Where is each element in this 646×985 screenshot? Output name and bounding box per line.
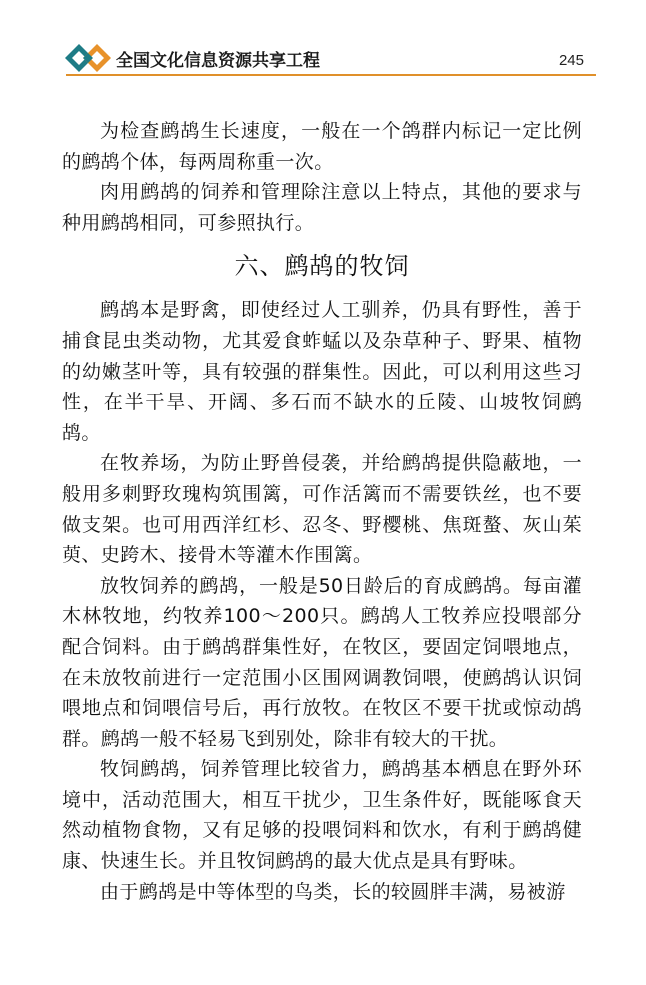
paragraph: 为检查鹧鸪生长速度，一般在一个鸽群内标记一定比例的鹧鸪个体，每两周称重一次。: [62, 120, 582, 173]
header-title: 全国文化信息资源共享工程: [116, 51, 320, 71]
paragraph: 牧饲鹧鸪，饲养管理比较省力，鹧鸪基本栖息在野外环境中，活动范围大，相互干扰少，卫生条件好，既能啄食天然动植物食物，又有足够的投喂饲料和饮水，有利于鹧鸪健康、快速生长。并且牧饲鹧鸪的最大优点是具有野味。: [62, 758, 582, 873]
paragraph: 由于鹧鸪是中等体型的鸟类，长的较圆胖丰满，易被游: [100, 880, 566, 903]
section-heading: 六、鹧鸪的牧饲: [234, 252, 410, 281]
page-body: [62, 116, 582, 907]
page-header: [0, 0, 646, 80]
page-number: 245: [558, 52, 584, 69]
paragraph: 肉用鹧鸪的饲养和管理除注意以上特点，其他的要求与种用鹧鸪相同，可参照执行。: [62, 181, 582, 234]
diamond-logo-icon: [63, 40, 115, 76]
paragraph: 在牧养场，为防止野兽侵袭，并给鹧鸪提供隐蔽地，一般用多刺野玫瑰构筑围篱，可作活篱而不需要铁丝，也不要做支架。也可用西洋红杉、忍冬、野樱桃、焦斑螯、灰山茱萸、史跨木、接骨木等灌木作围篱。: [62, 452, 582, 567]
paragraph: 放牧饲养的鹧鸪，一般是50日龄后的育成鹧鸪。每亩灌木林牧地，约牧养100～200只。鹧鸪人工牧养应投喂部分配合饲料。由于鹧鸪群集性好，在牧区，要固定饲喂地点，在未放牧前进行一定范围小区围网调教饲喂，使鹧鸪认识饲喂地点和饲喂信号后，再行放牧。在牧区不要干扰或惊动鸪群。鹧鸪一般不轻易飞到别处，除非有较大的干扰。: [62, 574, 582, 750]
header-divider: [66, 74, 596, 76]
paragraph: 鹧鸪本是野禽，即使经过人工驯养，仍具有野性，善于捕食昆虫类动物，尤其爱食蚱蜢以及杂草种子、野果、植物的幼嫩茎叶等，具有较强的群集性。因此，可以利用这些习性，在半干旱、开阔、多石而不缺水的丘陵、山坡牧饲鹧鸪。: [62, 299, 582, 444]
